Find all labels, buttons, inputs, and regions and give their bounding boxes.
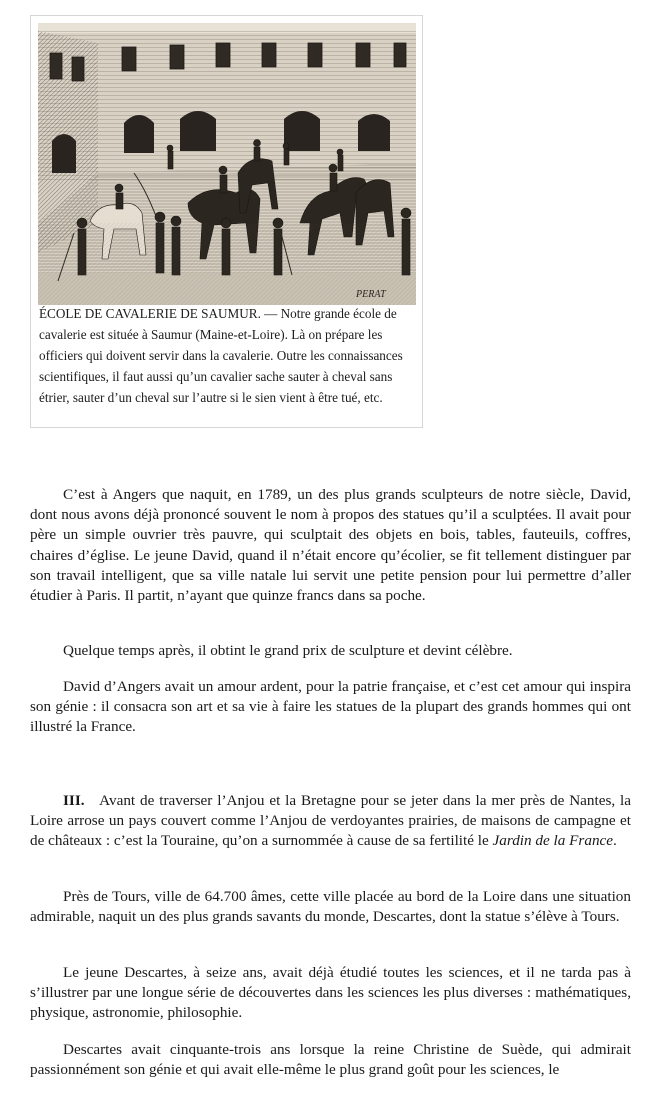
section-number: III.: [63, 792, 85, 809]
paragraph-text: Près de Tours, ville de 64.700 âmes, cette ville placée au bord de la Loire dans une situation admirable, naquit un des plus grands savants du monde, Descartes, dont la statue s’élève à Tours.: [30, 888, 631, 926]
paragraph: [30, 887, 631, 927]
paragraph: [30, 963, 631, 1024]
paragraph-text: David d’Angers avait un amour ardent, pour la patrie française, et c’est cet amour qui inspira son génie : il consacra son art et sa vie à faire les statues de la plupart des grands hommes qui ont illustré la France.: [30, 678, 631, 736]
section-paragraph: [30, 791, 631, 852]
cavalry-school-engraving: [38, 23, 416, 305]
paragraph-text: [30, 791, 631, 852]
italic-phrase: Jardin de la France: [492, 832, 614, 850]
paragraph-text: Descartes avait cinquante-trois ans lorsque la reine Christine de Suède, qui admirait passionnément son génie et qui avait elle-même le plus grand goût pour les sciences, le: [30, 1041, 631, 1079]
paragraph-body: Avant de traverser l’Anjou et la Bretagne pour se jeter dans la mer près de Nantes, la Loire arrose un pays couvert comme l’Anjou de verdoyantes prairies, de maisons de campagne et de châteaux : c’est la Touraine, qu’on a surnommée à cause de sa fertilité le: [30, 792, 632, 850]
paragraph-text: C’est à Angers que naquit, en 1789, un des plus grands sculpteurs de notre siècle, David, dont nous avons déjà prononcé souvent le nom à propos des statues qu’il a sculptées. Il avait pour père un simple ouvrier très pauvre, qui sculptait des objets en bois, tables, fauteuils, coffres, chaires d’église. Le jeune David, quand il n’était encore qu’écolier, se fit tellement distinguer par son travail intelligent, que sa ville natale lui servit une petite pension pour lui permettre d’aller étudier à Paris. Il partit, n’ayant que quinze francs dans sa poche.: [30, 486, 631, 605]
figure-caption: ÉCOLE DE CAVALERIE DE SAUMUR. — Notre grande école de cavalerie est située à Saumur (Maine-et-Loire). Là on prépare les officiers qui doivent servir dans la cavalerie. Outre les connaissances scientifiques, il faut aussi qu’un cavalier sache sauter à cheval sans étrier, sauter d’un cheval sur l’autre si le sien vient à être tué, etc.: [39, 306, 403, 405]
figure: [30, 15, 423, 428]
paragraph: [30, 677, 631, 738]
paragraph: [30, 1040, 631, 1080]
paragraph: [30, 641, 631, 661]
paragraph-text: Quelque temps après, il obtint le grand prix de sculpture et devint célèbre.: [63, 642, 513, 659]
engraver-signature: PERAT: [356, 289, 386, 300]
paragraph: [30, 485, 631, 606]
paragraph-text: Le jeune Descartes, à seize ans, avait déjà étudié toutes les sciences, et il ne tarda pas à s’illustrer par une longue série de découvertes dans les sciences les plus diverses : mathématiques, physique, astronomie, philosophie.: [30, 964, 631, 1022]
paragraph-end: .: [613, 832, 617, 850]
